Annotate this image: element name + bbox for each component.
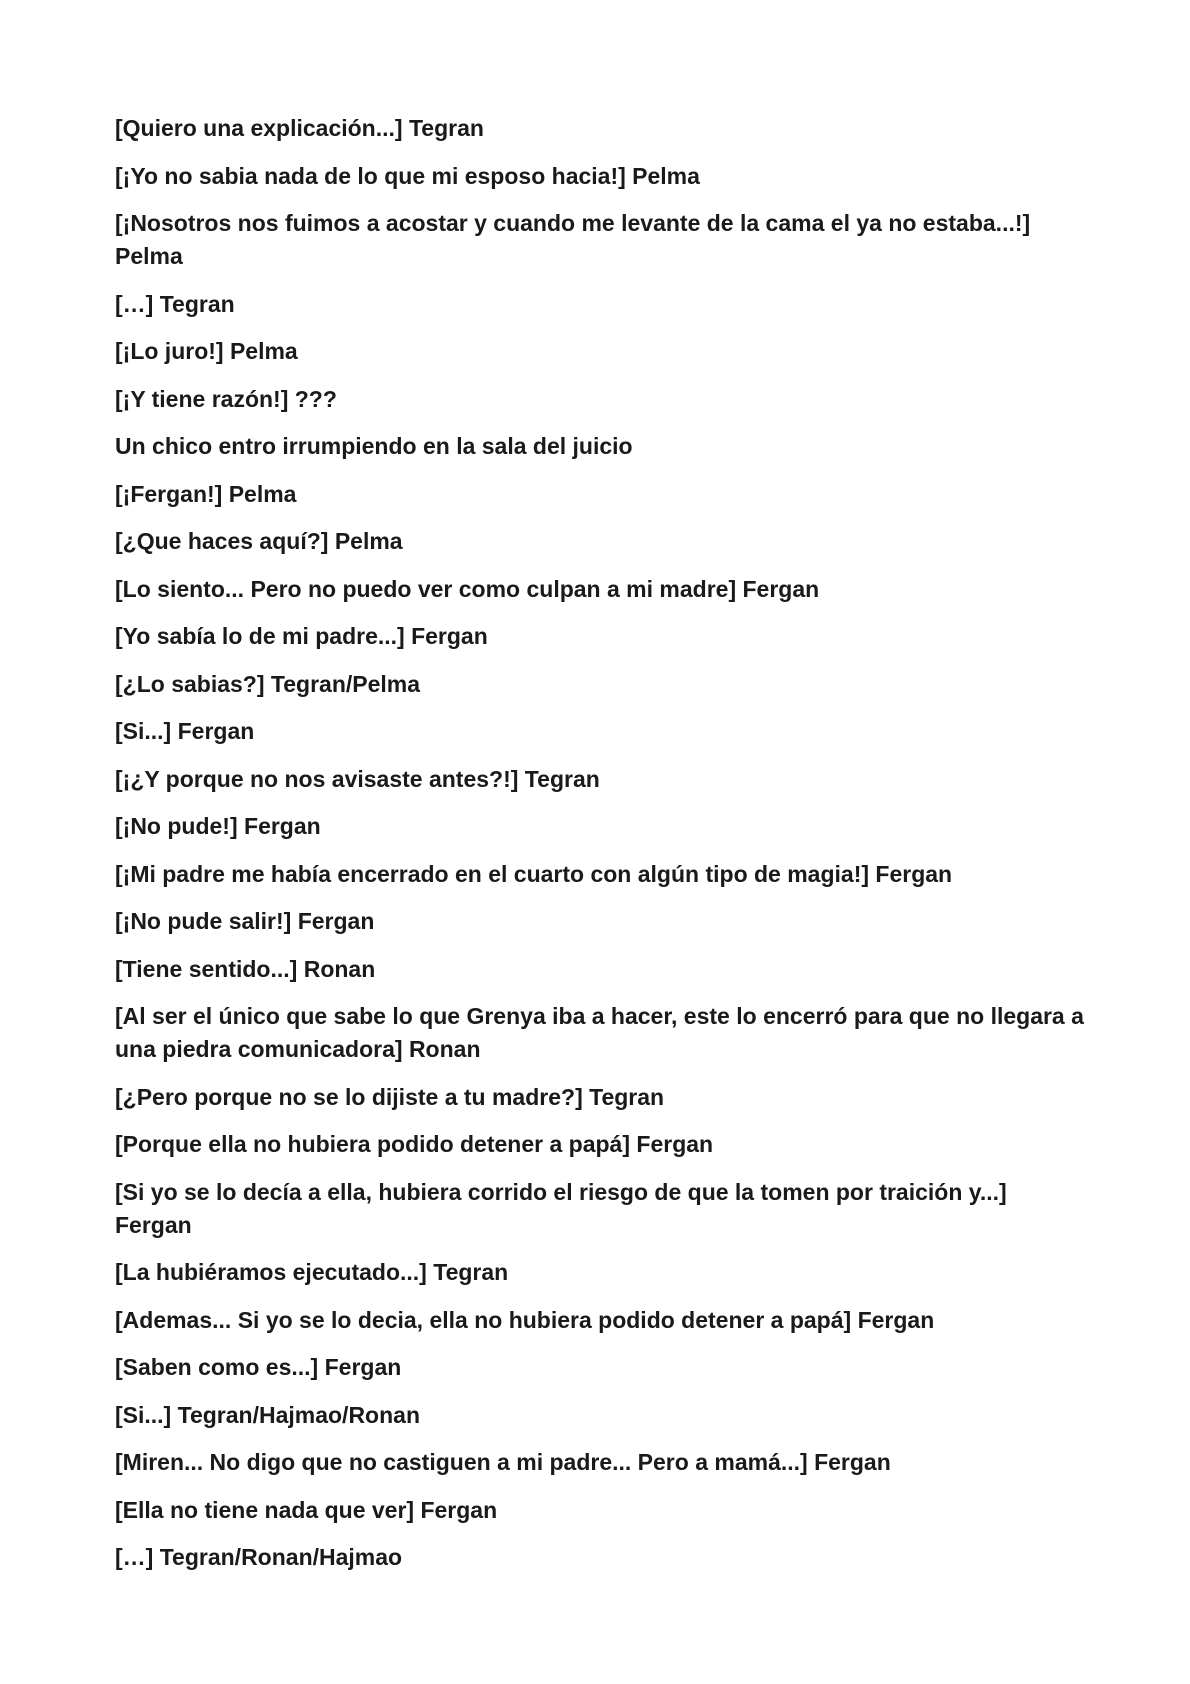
dialogue-line: [Quiero una explicación...] Tegran: [115, 115, 484, 141]
dialogue-line: [Ademas... Si yo se lo decia, ella no hubiera podido detener a papá] Fergan: [115, 1306, 935, 1333]
dialogue-line: [Saben como es...] Fergan: [115, 1354, 402, 1380]
dialogue-line: [Al ser el único que sabe lo que Grenya iba a hacer, este lo encerró para que no llegara a una piedra comunicadora] Ronan: [115, 1003, 1084, 1062]
dialogue-line: [Si...] Tegran/Hajmao/Ronan: [115, 1401, 420, 1428]
dialogue-line: [Porque ella no hubiera podido detener a papá] Fergan: [115, 1131, 714, 1157]
dialogue-line: [La hubiéramos ejecutado...] Tegran: [115, 1259, 509, 1285]
dialogue-line: [Lo siento... Pero no puedo ver como culpan a mi madre] Fergan: [115, 575, 820, 602]
dialogue-line: [¡¿Y porque no nos avisaste antes?!] Tegran: [115, 765, 600, 792]
dialogue-line: [¡Mi padre me había encerrado en el cuarto con algún tipo de magia!] Fergan: [115, 860, 953, 887]
dialogue-line: [Ella no tiene nada que ver] Fergan: [115, 1496, 498, 1523]
dialogue-line: […] Tegran: [115, 290, 235, 317]
dialogue-line: [¡Nosotros nos fuimos a acostar y cuando me levante de la cama el ya no estaba...!] Pelma: [115, 210, 1031, 269]
dialogue-line: [¿Que haces aquí?] Pelma: [115, 528, 403, 554]
dialogue-line: [¿Lo sabias?] Tegran/Pelma: [115, 670, 421, 697]
dialogue-line: [Yo sabía lo de mi padre...] Fergan: [115, 623, 488, 649]
dialogue-line: [¡Fergan!] Pelma: [115, 480, 297, 507]
dialogue-line: [Si yo se lo decía a ella, hubiera corrido el riesgo de que la tomen por traición y...] Fergan: [115, 1178, 1007, 1238]
dialogue-line: [Miren... No digo que no castiguen a mi padre... Pero a mamá...] Fergan: [115, 1449, 891, 1475]
dialogue-line: [Si...] Fergan: [115, 718, 255, 744]
dialogue-line: [¿Pero porque no se lo dijiste a tu madre?] Tegran: [115, 1083, 665, 1110]
document-page: [115, 112, 1085, 1589]
narration-line: Un chico entro irrumpiendo en la sala del juicio: [115, 433, 633, 459]
dialogue-line: [¡Yo no sabia nada de lo que mi esposo hacia!] Pelma: [115, 162, 700, 189]
dialogue-line: […] Tegran/Ronan/Hajmao: [115, 1544, 403, 1570]
dialogue-line: [¡Y tiene razón!] ???: [115, 385, 337, 412]
dialogue-line: [¡No pude salir!] Fergan: [115, 908, 375, 934]
dialogue-line: [Tiene sentido...] Ronan: [115, 955, 376, 982]
dialogue-line: [¡No pude!] Fergan: [115, 813, 321, 839]
dialogue-line: [¡Lo juro!] Pelma: [115, 338, 298, 364]
